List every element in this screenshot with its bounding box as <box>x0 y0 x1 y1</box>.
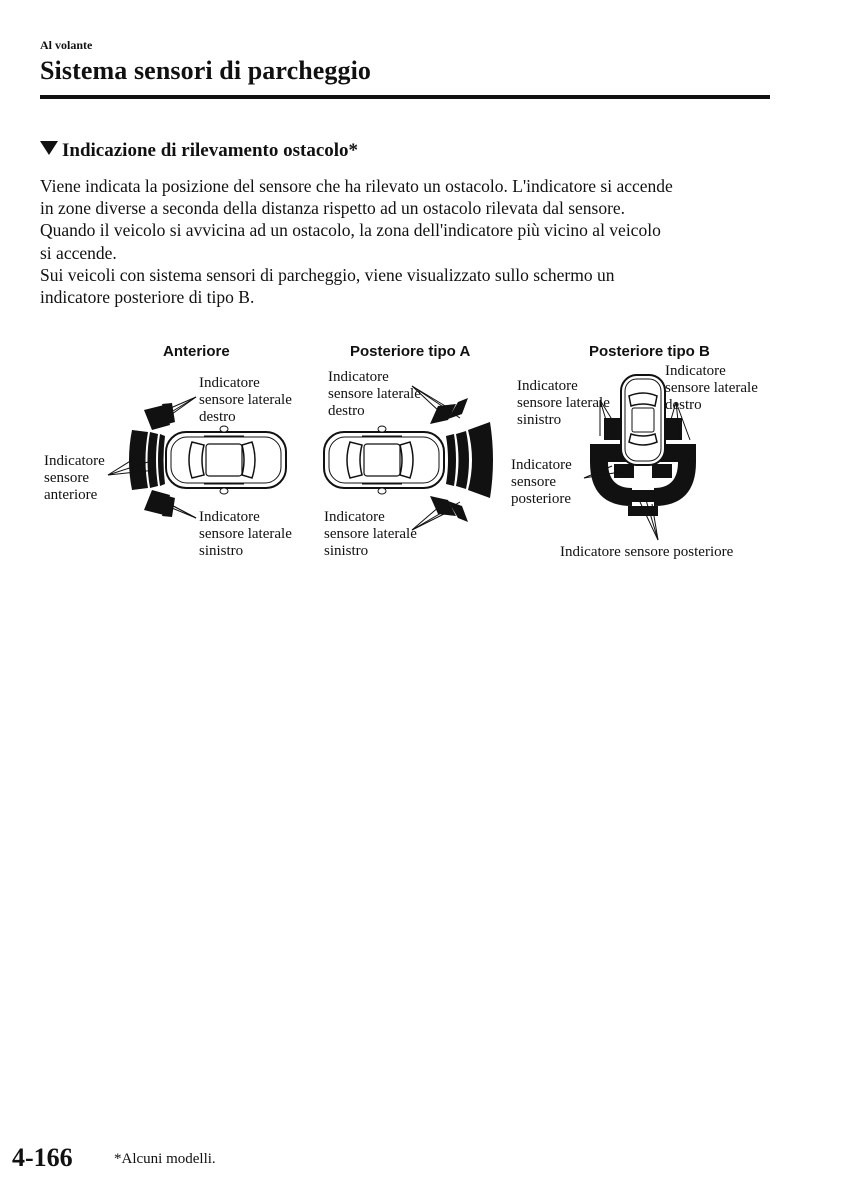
text-line: Quando il veicolo si avvicina ad un ostacolo, la zona dell'indicatore più vicino al veicolo <box>40 220 661 241</box>
anteriore-left-label-2: sensore laterale <box>199 526 292 542</box>
anteriore-left-label-3: sinistro <box>199 543 244 559</box>
section-heading-text: Indicazione di rilevamento ostacolo* <box>62 140 359 161</box>
text-line: Viene indicata la posizione del sensore che ha rilevato un ostacolo. L'indicatore si accende <box>40 176 673 196</box>
text-line: indicatore posteriore di tipo B. <box>40 287 255 308</box>
posteriore-a-right-label-2: sensore laterale <box>328 386 421 402</box>
page-title: Sistema sensori di parcheggio <box>40 56 372 85</box>
body-text <box>40 175 780 308</box>
text-line: si accende. <box>40 242 117 263</box>
posteriore-b-rear-label-1: Indicatore <box>511 457 572 473</box>
anteriore-front-label-1: Indicatore <box>44 453 105 469</box>
heading-posteriore-b: Posteriore tipo B <box>589 343 710 360</box>
anteriore-right-label-3: destro <box>199 409 236 425</box>
paragraph-1 <box>40 175 780 264</box>
heading-posteriore-a: Posteriore tipo A <box>350 343 471 360</box>
posteriore-a-left-label-2: sensore laterale <box>324 526 417 542</box>
text-line: in zone diverse a seconda della distanza rispetto ad un ostacolo rilevata dal sensore. <box>40 198 626 219</box>
chapter-label: Al volante <box>40 38 93 52</box>
text-line: Sui veicoli con sistema sensori di parcheggio, viene visualizzato sullo schermo un <box>40 264 615 285</box>
posteriore-b-rear-label-2: sensore <box>511 474 556 490</box>
anteriore-front-label-2: sensore <box>44 470 89 486</box>
page-number: 4-166 <box>12 1143 73 1172</box>
posteriore-b-right-label-3: destro <box>665 397 702 413</box>
posteriore-a-right-label-3: destro <box>328 403 365 419</box>
posteriore-a-right-label-1: Indicatore <box>328 369 389 385</box>
title-rule <box>40 95 770 99</box>
posteriore-b-left-label-2: sensore laterale <box>517 395 610 411</box>
anteriore-front-label-3: anteriore <box>44 487 98 503</box>
posteriore-b-rear-label-3: posteriore <box>511 491 571 507</box>
posteriore-b-right-label-2: sensore laterale <box>665 380 758 396</box>
heading-anteriore: Anteriore <box>163 343 230 360</box>
posteriore-b-left-label-1: Indicatore <box>517 378 578 394</box>
footnote: *Alcuni modelli. <box>114 1151 216 1167</box>
posteriore-a-left-label-3: sinistro <box>324 543 369 559</box>
paragraph-2 <box>40 264 780 308</box>
posteriore-b-right-label-1: Indicatore <box>665 363 726 379</box>
parking-sensor-figure <box>0 330 845 570</box>
posteriore-b-left-label-3: sinistro <box>517 412 562 428</box>
section-heading <box>40 140 358 162</box>
anteriore-left-label-1: Indicatore <box>199 509 260 525</box>
triangle-bullet-icon <box>40 141 58 155</box>
anteriore-right-label-2: sensore laterale <box>199 392 292 408</box>
posteriore-b-bottom-label: Indicatore sensore posteriore <box>560 544 734 560</box>
posteriore-a-left-label-1: Indicatore <box>324 509 385 525</box>
anteriore-right-label-1: Indicatore <box>199 375 260 391</box>
